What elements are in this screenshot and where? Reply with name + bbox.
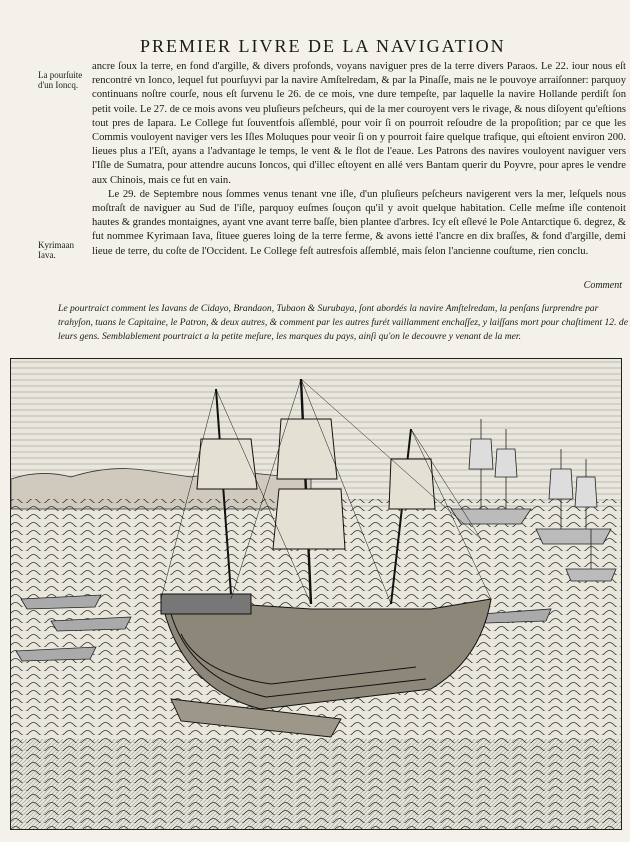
body-text (92, 60, 626, 259)
engraving-drawing (11, 359, 621, 829)
sidenote-kyrimaan: Kyrimaan Iava. (38, 240, 74, 260)
illustration-caption: Le pourtraict comment les Iavans de Cidayo, Brandaon, Tubaon & Surubaya, ſont abordés la navire Amſtelredam, la penſans ſurprendre par trahyſon, tuans le Capitaine, le Patron, & deux autres, & comment par les autres furét vaillamment enchaſſez, y laiſſans mort pour chaſtiment 12. de leurs gens. Semblablement pourtraict a la petite meſure, les marques du pays, ainſi qu'on le decouvre y venant de la mer. (58, 303, 628, 342)
engraving-illustration (10, 358, 622, 830)
catchword: Comment (583, 280, 622, 291)
page-title: PREMIER LIVRE DE LA NAVIGATION (140, 36, 506, 56)
paragraph-2: Le 29. de Septembre nous ſommes venus tenant vne iſle, d'un pluſieurs peſcheurs navigerent vers la mer, leſquels nous moſtraſt de naviguer au Sud de l'iſle, parquoy euſmes ſouçon qu'il y avoit quelque habitation. Celle meſme iſle contenoit hautes & grandes montaignes, ayant vne avant terre baſſe, bien plantee d'arbres. Icy eſt eſlevé le Pole Antarctique 6. degrez, & fut nommee Kyrimaan Iava, ſituee gueres loing de la terre ferme, & avons ietté l'ancre en dix braſſes, & fond d'argille, demi lieue de terre, du coſte de l'Occident. Le College feſt autresfois aſſemblé, mais ſelon l'ancienne couſtume, rien conclu. (92, 188, 626, 257)
sidenote-pursuit: La pourſuite d'un Ioncq. (38, 70, 83, 90)
paragraph-1: ancre ſoux la terre, en fond d'argille, & divers profonds, voyans naviguer pres de la terre divers Paraos. Le 22. iour nous eſt rencontré vn Ionco, lequel fut pourſuyvi par la navire Amſtelredam, & par la Pinaſſe, mais ne le pouvoye arraiſonner: parquoy continuans noſtre courſe, nous eſt ſurvenu le 26. de ce mois, vne dure tempeſte, par laquelle la navire Hollande perdiſt ſon petit voile. Le 27. de ce mois avons veu pluſieurs peſcheurs, qui de la mer couroyent vers le rivage, & nous diſoyent qu'eſtions tout pres de Iapara. Le College fut ſouventfois aſſemblé, pour voir ſi on pourroit reſoudre de la propoſition; par ce que les Commis vouloyent naviger vers les Iſles Moluques pour veoir ſi on y pourroit faire quelque trafique, qui eſtoient environ 200. lieues plus a l'Eſt, ayans a l'advantage le temps, le vent & le flot de l'eaue. Les Patrons des navires vouloyent naviguer vers l'Iſle de Sumatra, pour attendre aucuns Ioncos, qui d'illec eſtoyent en allé vers Bantam querir du Poyvre, pour apres le vendre aux Chinois, mais ce fut en vain. (92, 61, 626, 186)
